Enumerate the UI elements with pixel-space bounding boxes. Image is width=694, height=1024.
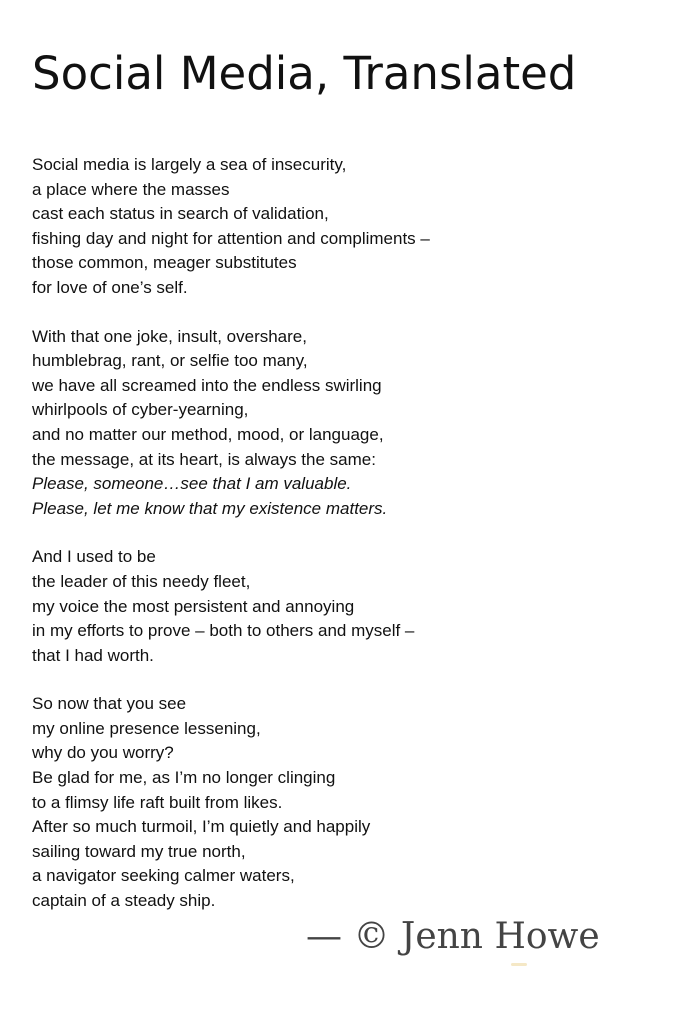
poem-body — [32, 153, 672, 938]
poem-line: sailing toward my true north, — [32, 841, 246, 861]
poem-title: Social Media, Translated — [32, 47, 577, 100]
poem-line: Please, someone…see that I am valuable. — [32, 474, 352, 494]
poem-line: we have all screamed into the endless swirling — [32, 375, 382, 395]
poem-line: fishing day and night for attention and compliments – — [32, 228, 430, 248]
poem-line: to a flimsy life raft built from likes. — [32, 792, 283, 812]
poem-line: Social media is largely a sea of insecurity, — [32, 155, 347, 174]
poem-line: a navigator seeking calmer waters, — [32, 866, 295, 886]
poem-line: Be glad for me, as I’m no longer clinging — [32, 768, 336, 788]
poem-line: whirlpools of cyber-yearning, — [32, 400, 249, 420]
author-signature: — © Jenn Howe — [306, 916, 600, 957]
poem-line: why do you worry? — [32, 743, 174, 763]
smudge-mark — [511, 963, 527, 966]
poem-line: those common, meager substitutes — [32, 253, 297, 273]
stanza — [32, 692, 672, 913]
poem-line: With that one joke, insult, overshare, — [32, 326, 307, 346]
poem-line: in my efforts to prove – both to others and myself – — [32, 621, 415, 641]
stanza — [32, 153, 672, 301]
poem-line: a place where the masses — [32, 179, 230, 199]
poem-line: cast each status in search of validation, — [32, 204, 329, 224]
poem-line: So now that you see — [32, 694, 187, 714]
poem-line: humblebrag, rant, or selfie too many, — [32, 351, 308, 371]
stanza — [32, 325, 672, 522]
poem-line: captain of a steady ship. — [32, 891, 216, 911]
poem-line: After so much turmoil, I’m quietly and happily — [32, 817, 371, 837]
stanza — [32, 545, 672, 668]
poem-line: my online presence lessening, — [32, 718, 261, 738]
poem-line: the message, at its heart, is always the same: — [32, 449, 376, 469]
poem-line: And I used to be — [32, 547, 156, 567]
poem-line: that I had worth. — [32, 645, 154, 665]
poem-line: for love of one’s self. — [32, 277, 188, 297]
poem-line: the leader of this needy fleet, — [32, 571, 251, 591]
poem-line: Please, let me know that my existence matters. — [32, 498, 388, 518]
poem-line: my voice the most persistent and annoying — [32, 596, 355, 616]
poem-line: and no matter our method, mood, or language, — [32, 424, 384, 444]
